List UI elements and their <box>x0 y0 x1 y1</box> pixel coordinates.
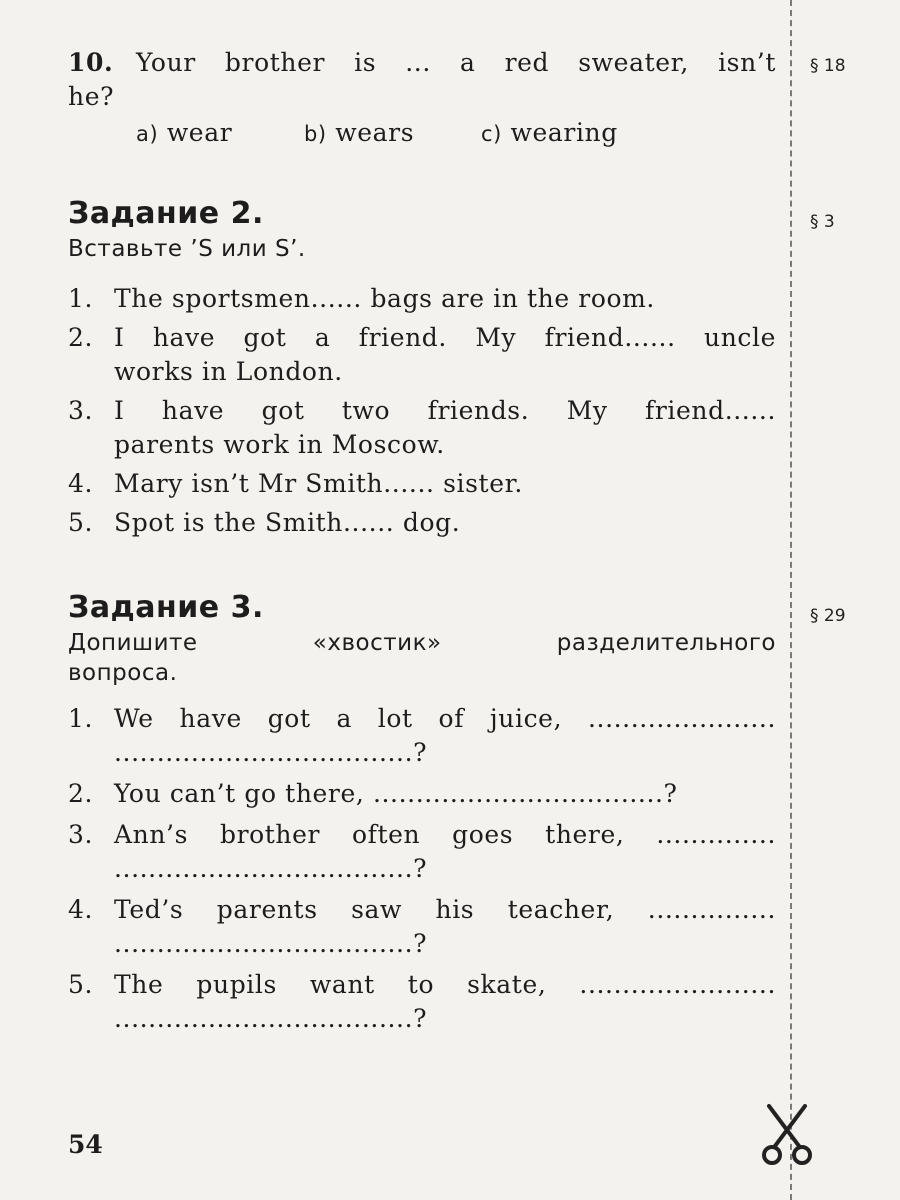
exercise-item: 4. Ted’s parents saw his teacher, ............... ...................................? <box>68 895 776 958</box>
task-instruction: Допишите «хвостик» разделительного <box>68 630 776 656</box>
exercise-item: 3. Ann’s brother often goes there, .............. ...................................? <box>68 820 776 883</box>
section-ref: § 3 <box>810 212 835 232</box>
task-instruction: вопроса. <box>68 660 178 686</box>
task-title: Задание 3. <box>68 590 264 625</box>
section-ref: § 18 <box>810 56 846 76</box>
option-c: c) wearing <box>481 118 618 147</box>
question-line: Your brother is ... a red sweater, isn’t <box>136 48 776 77</box>
exercise-item: 4. Mary isn’t Mr Smith...... sister. <box>68 469 523 498</box>
exercise-item: 5. The pupils want to skate, ....................... ...................................? <box>68 970 776 1033</box>
exercise-item: 2. You can’t go there, ..................................? <box>68 779 678 808</box>
task-title: Задание 2. <box>68 196 264 231</box>
exercise-item: 2. I have got a friend. My friend...... uncle works in London. <box>68 323 776 386</box>
question-10-text <box>68 46 776 80</box>
question-line: he? <box>68 82 115 111</box>
exercise-item: 1. We have got a lot of juice, ...................... ...................................? <box>68 704 776 767</box>
task-2 <box>68 194 776 540</box>
cut-line <box>790 0 792 1200</box>
section-ref: § 29 <box>810 606 846 626</box>
question-number: 10. <box>68 48 114 77</box>
exercise-item: 5. Spot is the Smith...... dog. <box>68 508 461 537</box>
answer-options <box>68 116 776 151</box>
option-b: b) wears <box>304 118 415 147</box>
option-a: a) wear <box>136 118 233 147</box>
scissors-icon <box>757 1100 817 1170</box>
page-number: 54 <box>68 1130 103 1159</box>
task-3 <box>68 588 776 1036</box>
task-2-items <box>68 282 776 540</box>
task-3-items <box>68 702 776 1036</box>
exercise-item: 3. I have got two friends. My friend...... parents work in Moscow. <box>68 396 776 459</box>
question-10 <box>68 46 776 151</box>
task-instruction: Вставьте ’S или S’. <box>68 236 306 262</box>
exercise-item: 1. The sportsmen...... bags are in the room. <box>68 284 655 313</box>
